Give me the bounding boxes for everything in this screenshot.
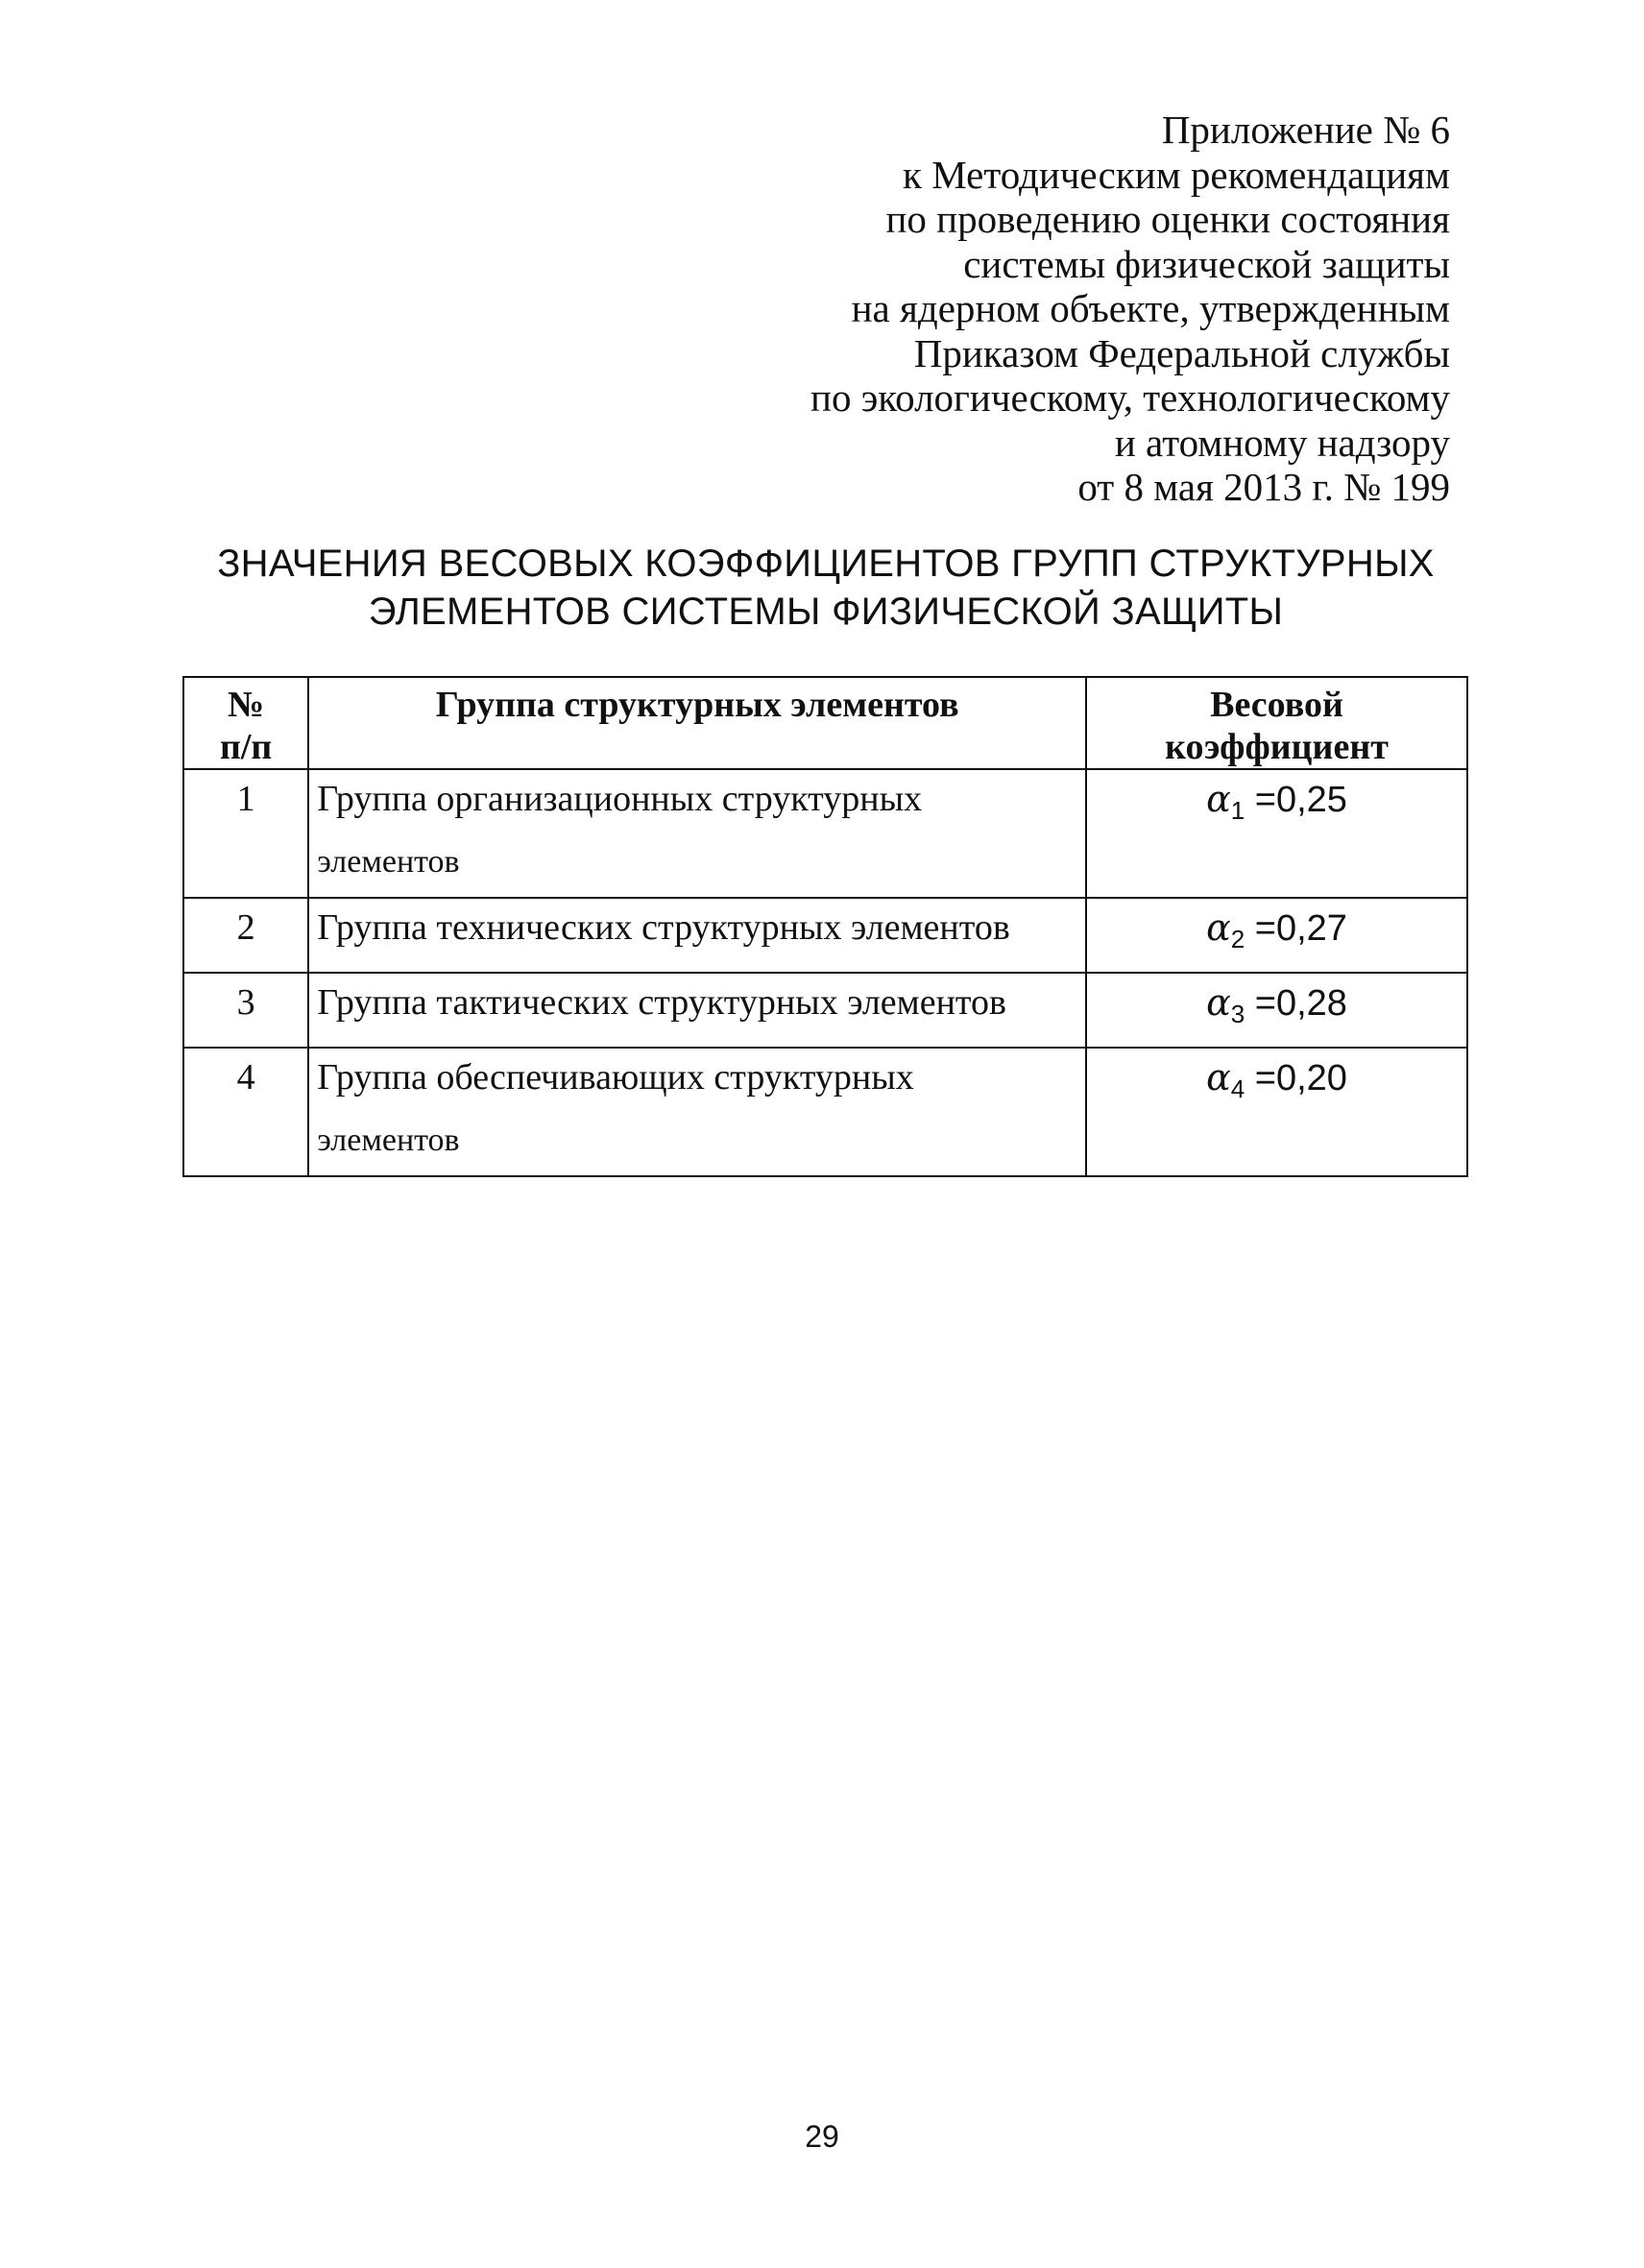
row-number: 1 [183, 769, 308, 898]
header-coefficient-line1: Весовой [1210, 685, 1343, 725]
alpha-symbol: α [1206, 1056, 1231, 1098]
header-number-line1: № [228, 685, 265, 725]
row-coefficient [1086, 769, 1467, 898]
row-number: 2 [183, 898, 308, 973]
appendix-reference [586, 108, 1450, 510]
alpha-index: 2 [1230, 925, 1245, 953]
row-coefficient [1086, 1048, 1467, 1176]
appendix-line: и атомному надзору [1114, 420, 1450, 465]
table-header-row [183, 677, 1467, 769]
header-coefficient [1086, 677, 1467, 769]
row-group [308, 898, 1086, 973]
row-coefficient [1086, 898, 1467, 973]
table-row [183, 1048, 1467, 1176]
title-line-2: ЭЛЕМЕНТОВ СИСТЕМЫ ФИЗИЧЕСКОЙ ЗАЩИТЫ [368, 591, 1284, 633]
appendix-line: к Методическим рекомендациям [903, 152, 1450, 197]
appendix-line: Приложение № 6 [1161, 108, 1450, 152]
document-title [192, 540, 1460, 636]
row-number: 3 [183, 973, 308, 1048]
table-row [183, 973, 1467, 1048]
alpha-index: 4 [1230, 1074, 1245, 1103]
coefficients-table [182, 676, 1468, 1177]
row-group [308, 769, 1086, 898]
row-group-line1: Группа технических структурных элементов [317, 907, 1010, 948]
appendix-line: по экологическому, технологическому [810, 375, 1450, 420]
header-group: Группа структурных элементов [308, 677, 1086, 769]
table-row [183, 898, 1467, 973]
alpha-symbol: α [1206, 981, 1231, 1024]
header-number-line2: п/п [219, 727, 273, 767]
table-row [183, 769, 1467, 898]
appendix-line: на ядерном объекте, утвержденным [851, 286, 1450, 330]
row-group-line1: Группа тактических структурных элементов [317, 982, 1006, 1023]
page-number: 29 [805, 2119, 839, 2154]
appendix-line: по проведению оценки состояния [885, 197, 1450, 241]
row-group-line1: Группа организационных структурных [317, 779, 923, 819]
title-line-1: ЗНАЧЕНИЯ ВЕСОВЫХ КОЭФФИЦИЕНТОВ ГРУПП СТРУКТУРНЫХ [217, 543, 1435, 585]
row-coefficient [1086, 973, 1467, 1048]
coefficient-value: =0,25 [1254, 780, 1347, 820]
header-number [183, 677, 308, 769]
row-group-line2: элементов [317, 1122, 460, 1158]
row-group-line1: Группа обеспечивающих структурных [317, 1057, 914, 1098]
row-group-line2: элементов [317, 844, 460, 880]
row-group [308, 1048, 1086, 1176]
alpha-index: 3 [1230, 1000, 1245, 1028]
alpha-symbol: α [1206, 906, 1231, 949]
appendix-line: от 8 мая 2013 г. № 199 [1077, 465, 1450, 509]
appendix-line: Приказом Федеральной службы [913, 330, 1450, 375]
coefficient-value: =0,28 [1254, 983, 1347, 1024]
appendix-line: системы физической защиты [963, 241, 1450, 286]
coefficient-value: =0,20 [1254, 1058, 1347, 1098]
alpha-symbol: α [1206, 778, 1231, 820]
alpha-index: 1 [1230, 796, 1245, 825]
header-coefficient-line2: коэффициент [1165, 727, 1389, 767]
row-number: 4 [183, 1048, 308, 1176]
row-group [308, 973, 1086, 1048]
coefficient-value: =0,27 [1254, 908, 1347, 949]
